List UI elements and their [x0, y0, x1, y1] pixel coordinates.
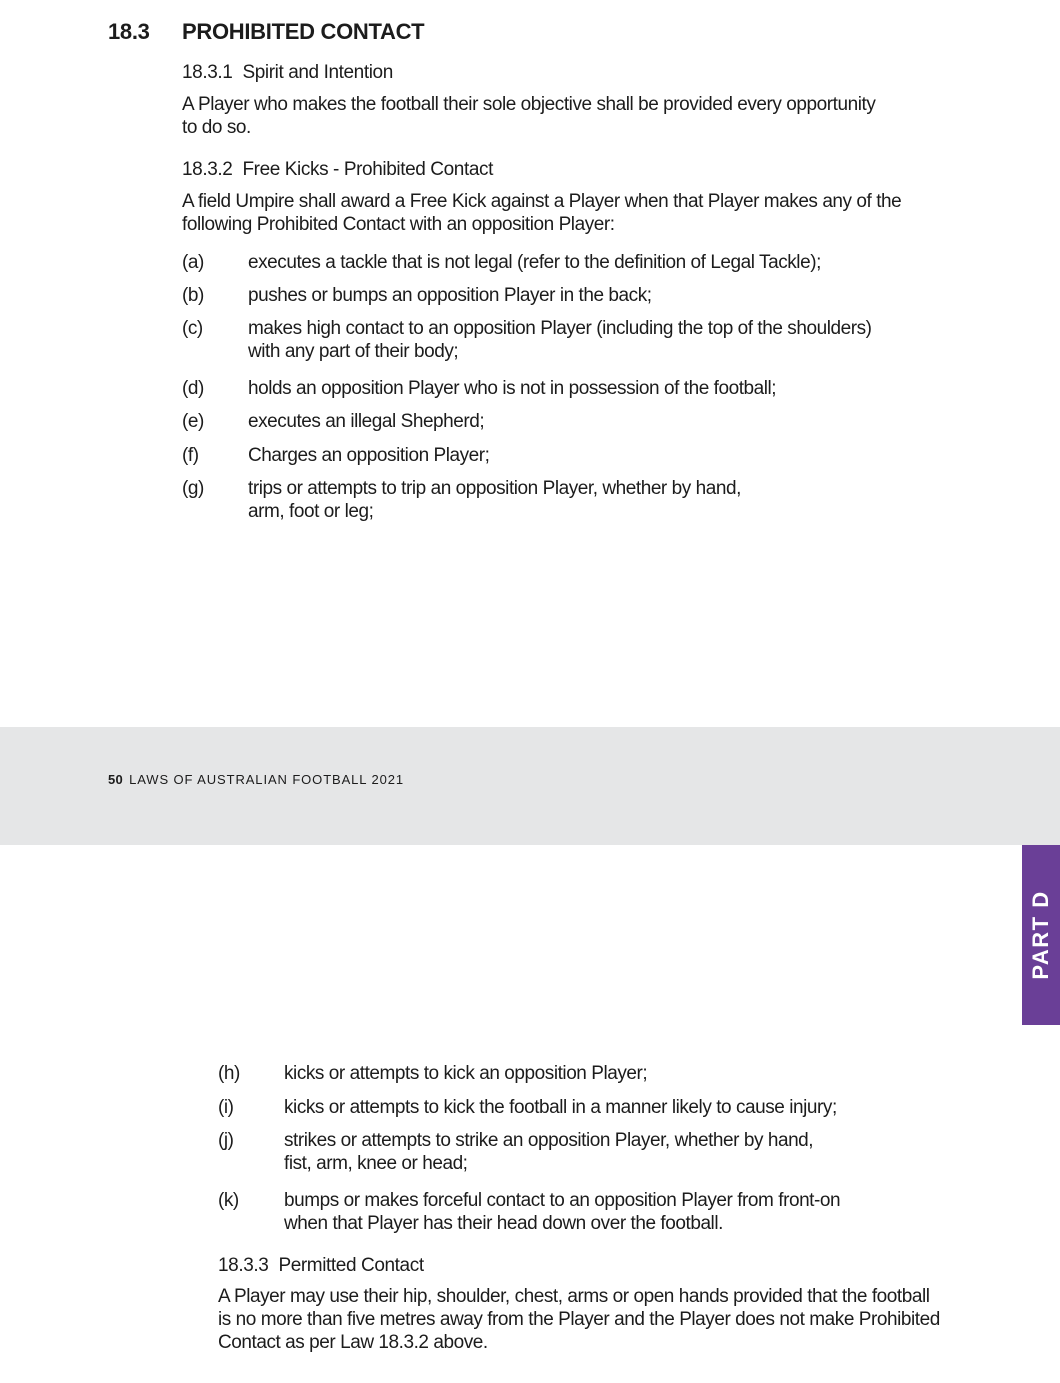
paragraph-spirit-intention — [182, 93, 875, 139]
paragraph-line: to do so. — [182, 117, 251, 138]
section-title: PROHIBITED CONTACT — [182, 19, 425, 44]
subsection-title: Permitted Contact — [278, 1255, 424, 1276]
paragraph-line: following Prohibited Contact with an opposition Player: — [182, 214, 615, 235]
publication-title: LAWS OF AUSTRALIAN FOOTBALL 2021 — [129, 772, 404, 787]
list-item-text: makes high contact to an opposition Player (including the top of the shoulders) — [248, 318, 872, 339]
subsection-number: 18.3.3 — [218, 1255, 269, 1276]
paragraph-line: A Player who makes the football their sole objective shall be provided every opportunity — [182, 94, 876, 115]
page-number: 50 — [108, 772, 124, 787]
list-item-label: (e) — [182, 411, 204, 432]
paragraph-line: A field Umpire shall award a Free Kick against a Player when that Player makes any of the — [182, 191, 902, 212]
list-item-text: executes an illegal Shepherd; — [248, 411, 485, 432]
subsection-number: 18.3.2 — [182, 159, 233, 180]
subsection-heading-18-3-1 — [182, 62, 393, 84]
list-item-label: (k) — [218, 1190, 239, 1211]
list-item-text: executes a tackle that is not legal (refer to the definition of Legal Tackle); — [248, 252, 821, 273]
subsection-title: Spirit and Intention — [242, 62, 393, 83]
list-item-label: (d) — [182, 378, 204, 399]
paragraph-line: A Player may use their hip, shoulder, chest, arms or open hands provided that the football — [218, 1286, 930, 1307]
list-item-text: Charges an opposition Player; — [248, 445, 490, 466]
list-item-label: (g) — [182, 478, 204, 499]
list-item-label: (b) — [182, 285, 204, 306]
list-item-label: (i) — [218, 1097, 234, 1118]
list-item-text: trips or attempts to trip an opposition Player, whether by hand, — [248, 478, 741, 499]
list-item-label: (h) — [218, 1063, 240, 1084]
list-item-text: kicks or attempts to kick an opposition Player; — [284, 1063, 648, 1084]
list-item-text: strikes or attempts to strike an opposition Player, whether by hand, — [284, 1130, 814, 1151]
list-item-label: (c) — [182, 318, 203, 339]
section-number: 18.3 — [108, 19, 150, 44]
section-heading — [108, 19, 424, 45]
paragraph-line: Contact as per Law 18.3.2 above. — [218, 1332, 488, 1353]
list-item-text: bumps or makes forceful contact to an opposition Player from front-on — [284, 1190, 841, 1211]
paragraph-permitted-contact — [218, 1285, 940, 1354]
list-item-text: with any part of their body; — [248, 341, 459, 362]
part-tab-label: PART D — [1028, 890, 1053, 980]
page-footer — [108, 772, 404, 787]
list-item-text: arm, foot or leg; — [248, 501, 374, 522]
list-item-label: (a) — [182, 252, 204, 273]
list-item-label: (f) — [182, 445, 199, 466]
list-item-label: (j) — [218, 1130, 234, 1151]
paragraph-free-kicks — [182, 190, 901, 236]
subsection-title: Free Kicks - Prohibited Contact — [242, 159, 493, 180]
subsection-number: 18.3.1 — [182, 62, 233, 83]
list-item-text: when that Player has their head down over the football. — [284, 1213, 723, 1234]
subsection-heading-18-3-2 — [182, 159, 493, 181]
list-item-text: kicks or attempts to kick the football in a manner likely to cause injury; — [284, 1097, 837, 1118]
part-tab — [1022, 845, 1060, 1025]
list-item-text: holds an opposition Player who is not in possession of the football; — [248, 378, 777, 399]
paragraph-line: is no more than five metres away from the Player and the Player does not make Prohibited — [218, 1309, 940, 1330]
list-item-text: fist, arm, knee or head; — [284, 1153, 468, 1174]
list-item-text: pushes or bumps an opposition Player in the back; — [248, 285, 652, 306]
subsection-heading-18-3-3 — [218, 1255, 424, 1277]
